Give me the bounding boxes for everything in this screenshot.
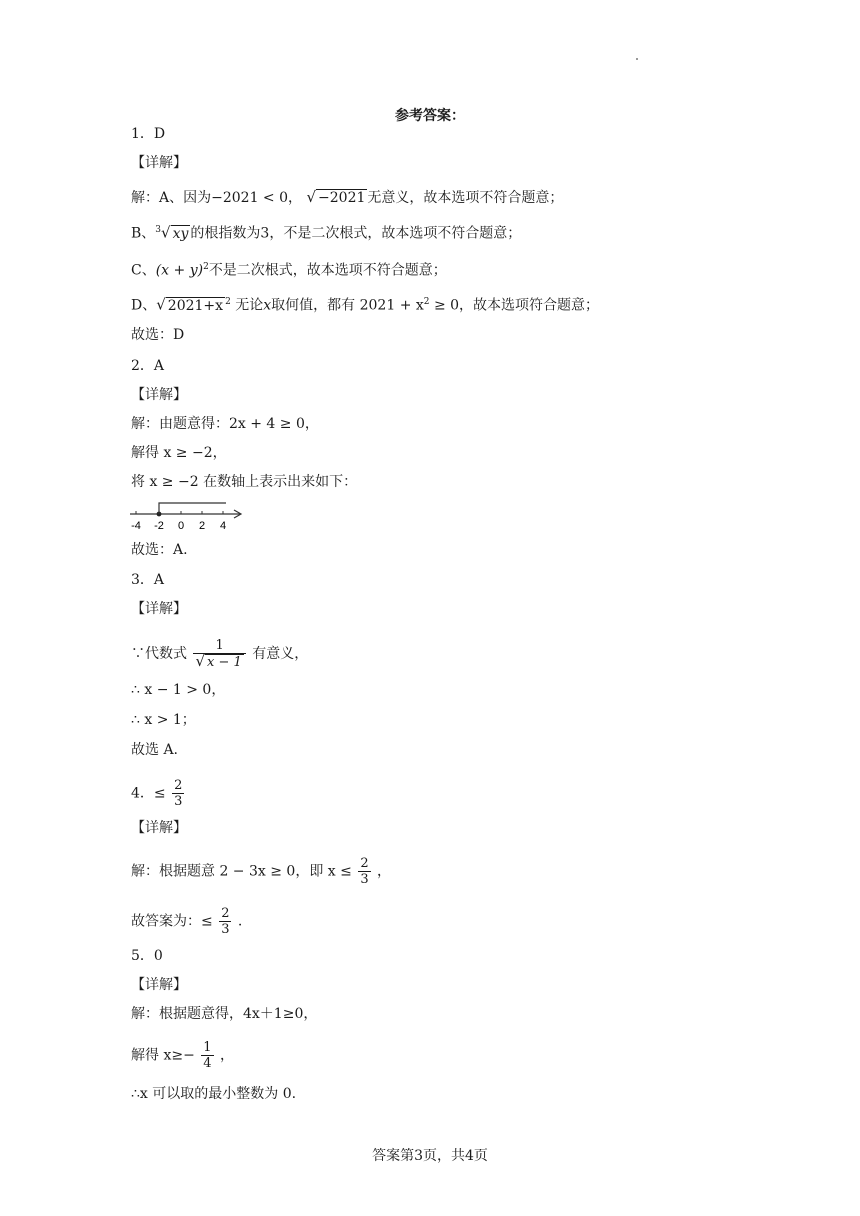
tick-label: 2 [198,520,206,532]
page-title: 参考答案： [395,108,465,124]
number-line-diagram [128,500,248,534]
q5-line-3: ∴x 可以取的最小整数为 0. [131,1086,297,1102]
tick-label: -2 [154,520,164,532]
tick-label: 4 [219,520,227,532]
q3-choice: 故选 A. [131,742,179,758]
q4-line-2: 故答案为：≤ $\frac{2}{3}$ . [131,906,243,937]
q2-choice: 故选：A. [131,542,188,558]
q1-option-a: 解：A、因为−2021 < 0， √ −2021 无意义，故本选项不符合题意； [131,188,564,206]
q3-line-1: ∵代数式 $\frac{1}{√ x - 1}$ 有意义， [131,638,309,670]
q1-option-d: D、√ 2021+x $^2$ 无论x取何值，都有 $2021 + x^2 \ge 0$，故本选项符合题意； [131,295,600,314]
tick-label: 0 [177,520,185,532]
page-footer: 答案第3页，共4页 [372,1148,488,1164]
q4-line-1: 解：根据题意 2 − 3x ≥ 0，即 x ≤ $\frac{2}{3}$ ， [131,856,392,887]
q2-detail-heading: 【详解】 [131,387,187,403]
q1-answer: 1．D [131,126,166,142]
corner-mark [636,58,638,60]
q2-answer: 2．A [131,358,165,374]
solution-bracket [159,503,226,514]
q3-line-3: ∴ x > 1； [131,712,196,728]
q5-detail-heading: 【详解】 [131,977,187,993]
q3-line-2: ∴ x − 1 > 0， [131,682,226,698]
q2-line-2: 解得 x ≥ −2， [131,445,227,461]
q1-detail-heading: 【详解】 [131,155,187,171]
q5-answer: 5．0 [131,948,163,964]
q3-detail-heading: 【详解】 [131,601,187,617]
tick-label: -4 [131,520,141,532]
q4-answer: 4．≤ $\frac{2}{3}$ [131,778,183,809]
q1-option-b: B、$^3$√ xy 的根指数为3，不是二次根式，故本选项不符合题意； [131,223,522,242]
q5-line-2: 解得 x≥− $\frac{1}{4}$ ， [131,1040,234,1071]
q1-choice: 故选：D [131,327,185,343]
q3-answer: 3．A [131,572,165,588]
q5-line-1: 解：根据题意得，4x＋1≥0， [131,1006,318,1022]
q1-option-c: C、$(x + y)^2$不是二次根式，故本选项不符合题意； [131,262,447,279]
q2-line-3: 将 x ≥ −2 在数轴上表示出来如下： [131,474,358,490]
q2-line-1: 解：由题意得：2x + 4 ≥ 0， [131,416,319,432]
q4-detail-heading: 【详解】 [131,820,187,836]
